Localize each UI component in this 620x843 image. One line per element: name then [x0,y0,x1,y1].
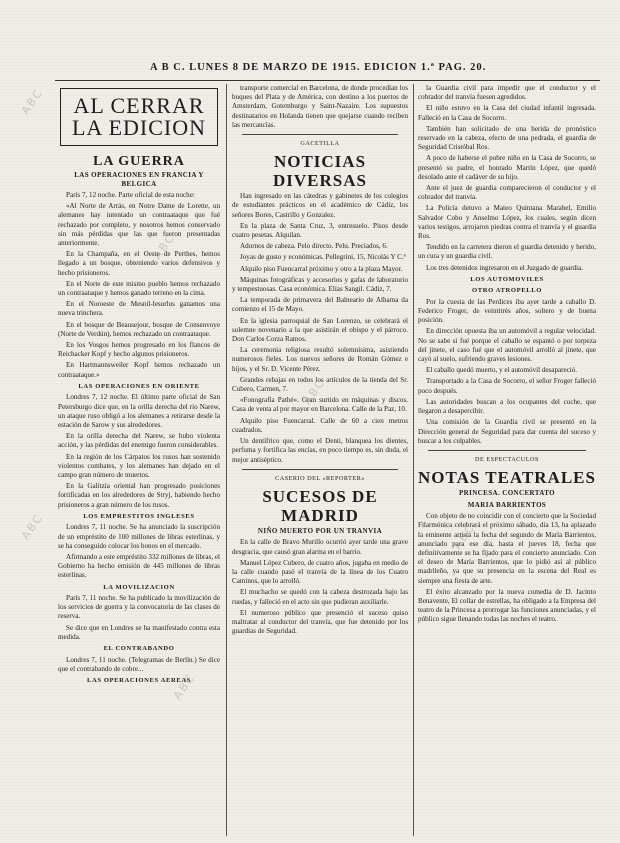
divider [242,469,398,470]
section-heading: OTRO ATROPELLO [471,287,542,295]
paragraph: Las autoridades buscan a los ocupantes del coche, que llegaron a desapercibir. [418,397,596,416]
watermark: ABC [450,521,478,552]
paragraph: El éxito alcanzado por la nueva comedia de D. Jacinto Benavente, El collar de estrellas, ha obligado a la Empresa del teatro de la Princesa a prorrogar las funciones anunciadas, y el público sigue llenando todas las noches el teatro. [418,587,596,624]
column-divider-2 [413,84,414,836]
watermark: ABC [170,671,198,702]
headline-line-2: LA EDICION [71,115,207,140]
sucesos-title: SUCESOS DE MADRID [262,486,378,525]
section-heading: LOS AUTOMOVILES [470,275,544,283]
noticias-title: NOTICIAS DIVERSAS [273,152,367,191]
paragraph: Ante el juez de guardia comparecieron el conductor y el cobrador del tranvía. [418,184,596,202]
section-kicker: GACETILLA [300,140,340,148]
paragraph: Afirmando a este empréstito 332 millones de libras, el Gobierno ha hecho emisión de 445 millones de libras esterlinas. [58,552,220,580]
paragraph: Alquilo piso Fuencarral próximo y otro a la plaza Mayor. [240,264,403,273]
paragraph: «Fonografía Pathé». Gran surtido en máquinas y discos. Casa de venta al por mayor en Barcelona. Calle de la Paz, 10. [232,396,408,414]
paragraph: Máquinas fotográficas y accesorios y gafas de laboratorio y tempestuosas. Casa económica. Elías Sangil. Cádiz, 7. [232,275,408,294]
paragraph: Alquilo piso Fuencarral. Calle de 60 a cien metros cuadrados. [232,416,408,434]
headline-line-1: AL CERRAR [73,93,205,118]
paragraph: Con objeto de no coincidir con el concierto que la Sociedad Filarmónica celebrará el próximo sábado, día 13, ha aplazado la eminente artista la fecha del segundo de María Barrientos, anunciado para ese día, hasta el jueves 18, fecha que definitivamente se ha fijado para el concierto anunciado. Con el deseo de María Barrientos, que lo pidió así al público madrileño, ya que su presencia en la escena del Real es siempre una fiesta de arte. [418,512,596,585]
paragraph: A poco de haberse el pobre niño en la Casa de Socorro, se presentó su padre, el honrado Martín López, que quedó desolado ante el cadáver de su hijo. [418,154,596,181]
section-heading: LOS EMPRESTITOS INGLESES [83,512,195,520]
watermark: ABC [18,86,46,117]
paragraph: París 7, 12 noche. Parte oficial de esta noche: [66,191,195,199]
paragraph: El niño estuvo en la Casa del ciudad infantil ingresada. Falleció en la Casa de Socorro. [418,104,596,122]
paragraph: En el Norte de este mismo pueblo hemos rechazado un contraataque y hemos ganado terreno en la cima. [58,279,220,298]
masthead: A B C. LUNES 8 DE MARZO DE 1915. EDICION 1.ª PAG. 20. [150,62,487,73]
paragraph: La temporada de primavera del Balneario de Alhama da comienzo el 15 de Mayo. [232,296,408,314]
paragraph: En la calle de Bravo Murillo ocurrió ayer tarde una grave desgracia, que causó gran alarma en el barrio. [232,538,408,556]
paragraph: Manuel López Cubero, de cuatro años, jugaba en medio de la calle cuando pasó el tranvía de la línea de los Cuatro Caminos, que lo arrolló. [232,558,408,586]
masthead-rule [55,80,600,81]
paragraph: La ceremonia religiosa resultó solemnísima, asistiendo numerosos fieles. Los nuevos señores de Román Gómez e hijos, y el Sr. D. Vicente Pérez. [232,346,408,373]
war-title: LA GUERRA [93,154,185,169]
paragraph: París 7, 11 noche. Se ha publicado la movilización de los servicios de guerra y la convocatoria de las clases de reserva. [58,594,220,621]
paragraph: En la Galitzia oriental han progresado posiciones fortificadas en los alrededores de Stryj, habiendo hecho prisioneros a gran número de los rusos. [58,482,220,509]
paragraph: Transportado a la Casa de Socorro, el señor Froger falleció poco después. [418,377,596,395]
paragraph: La Policía detuvo a Mateo Quintana Marabel, Emilio Salvador Cobo y Anselmo López, los cuales, según dicen varios testigos, arrojaron piedras contra el tranvía y el guardia Ros. [418,204,596,241]
paragraph: En Hartmannsweiler Kopf hemos rechazado un contraataque.» [58,361,220,379]
column-2 [232,84,408,836]
divider [242,134,398,135]
section-heading: LAS OPERACIONES EN ORIENTE [78,382,200,390]
paragraph: Un dentífrico que, como el Denti, blanquea los dientes, perfuma y fortifica las encías, en poco tiempo es, sin duda, el mejor antiséptico. [232,437,408,464]
paragraph: El numeroso público que presenció el suceso quiso maltratar al conductor del tranvía, que fue detenido por los guardias de Seguridad. [232,608,408,636]
paragraph: Han ingresado en las cátedras y gabinetes de los colegios de estudiantes prácticos en el académico de Cádiz, los señores Bores, Castrillo y Gonzalez. [232,192,408,219]
paragraph: En la iglesia parroquial de San Lorenzo, se celebrará el solemne novenario a la que asistirán el obispo y el párroco. Don Carlos Corza Ramos. [232,316,408,344]
watermark: ABC [150,231,178,262]
paragraph: En la orilla derecha del Narew, se hubo violenta acción, y las pérdidas del enemigo fueron considerables. [58,432,220,450]
paragraph: Londres 7, 12 noche. El último parte oficial de San Petersburgo dice que, en la orilla derecha del río Narew, un ataque ruso obligó a los alemanes a retirarse desde la estación de Sarow y sus alrededores. [58,393,220,429]
paragraph: En el Noroeste de Mesnil-lesurlus ganamos una nueva trinchera. [58,300,220,318]
section-heading: LAS OPERACIONES AEREAS [86,676,192,684]
paragraph: En los Vosgos hemos progresado en los flancos de Reichacker Kopf y hecho algunos prisioneros. [58,341,220,359]
headline-box [60,88,218,146]
paragraph: la Guardia civil para impedir que el conductor y el cobrador del tranvía fuesen agredidos. [418,84,596,102]
paragraph: Se dice que en Londres se ha manifestado contra esta medida. [58,623,220,641]
watermark: ABC [18,511,46,542]
divider [428,450,586,451]
paragraph: En el bosque de Beausejour, bosque de Consenvoye (Norte de Verdún), hemos rechazado un contraataque. [58,320,220,338]
column-divider-1 [226,84,227,836]
paragraph: En la plaza de Santa Cruz, 3, entresuelo. Pisos desde cuatro pesetas. Alquilan. [232,221,408,240]
section-kicker: DE ESPECTACULOS [475,455,539,463]
paragraph: Tendido en la carretera dieron el guardia detenido y herido, un cura y un guardia civil. [418,243,596,261]
column-1 [58,84,220,836]
teatro-subtitle: PRINCESA. CONCERTATO [458,489,556,498]
paragraph: Joyas de gusto y económicas. Pellegrini, 15, Nicolás Y C.ª [240,253,406,262]
paragraph: Por la cuesta de las Perdices iba ayer tarde a caballo D. Federico Froger, de veintitrés años, soltero y de buena posición. [418,297,596,325]
paragraph: Adornos de cabeza. Pelo directo. Pelu. Preciados, 6. [240,242,388,251]
paragraph: En dirección opuesta iba un automóvil a regular velocidad. No se sabe si fué porque el caballo se espantó o por torpeza del jinete, el caso fué que el automóvil arrolló al jinete, que cayó al suelo, sufriendo graves lesiones. [418,327,596,364]
paragraph: transporte comercial en Barcelona, de donde procedían los buques del Plata y de América, con destino a los puertos de Amsterdam, Gotemburgo y Saint-Nazaire. Los supuestos destinatarios en Holanda tienen que quejarse cuando reciben las mercancías. [232,84,408,129]
paragraph: En la Champaña, en el Oeste de Perthes, hemos llegado a un bosque, obteniendo varios defensivos y hecho prisioneros. [58,250,220,277]
section-heading: LA MOVILIZACION [103,583,175,591]
artist-subtitle: MARIA BARRIENTOS [467,500,547,509]
paragraph: En la región de los Cárpatos los rusos han sostenido violentos combates, y los alemanes han dejado en el campo gran número de muertos. [58,452,220,479]
paragraph: El caballo quedó muerto, y el automóvil desapareció. [426,366,578,375]
paragraph: Grandes rebajas en todos los artículos de la tienda del Sr. Cubero, Carmen, 7. [232,375,408,394]
paragraph: «Al Norte de Arrás, en Notre Dame de Lorette, un alemanes hay intentado un contraataque que fué rechazado por completo, y nosotros hemos conservado sin más pérdidas que las que fueron presentadas anteriormente. [58,202,220,248]
paragraph: Los tres detenidos ingresaron en el Juzgado de guardia. [426,263,583,272]
war-subtitle: LAS OPERACIONES EN FRANCIA Y BELGICA [74,171,204,188]
paragraph: También han solicitado de una herida de pronóstico reservado en la cabeza, efecto de una pedrada, el guardia de Seguridad Cristóbal Ros. [418,124,596,152]
paragraph: Una comisión de la Guardia civil se presentó en la Dirección general de Seguridad para dar cuenta del suceso y buscar a los culpables. [418,418,596,445]
section-kicker: CASERIO DEL «REPORTER» [275,474,365,482]
section-heading: EL CONTRABANDO [103,645,175,653]
column-3 [418,84,596,836]
paragraph: Londres 7, 11 noche. Se ha anunciado la suscripción de un empréstito de 100 millones de libras esterlinas, y se ha conseguido colocar los bonos en el mercado. [58,523,220,550]
watermark: ABC [300,376,328,407]
paragraph: Londres 7, 11 noche. (Telegramas de Berlín.) Se dice que el contrabando de cobre... [58,655,220,673]
notas-teatrales-title: NOTAS TEATRALES [418,468,596,488]
paragraph: El muchacho se quedó con la cabeza destrozada bajo las ruedas, y falleció en el acto sin que pudieran auxiliarle. [232,588,408,606]
sucesos-subtitle: NIÑO MUERTO POR UN TRANVIA [257,526,383,535]
